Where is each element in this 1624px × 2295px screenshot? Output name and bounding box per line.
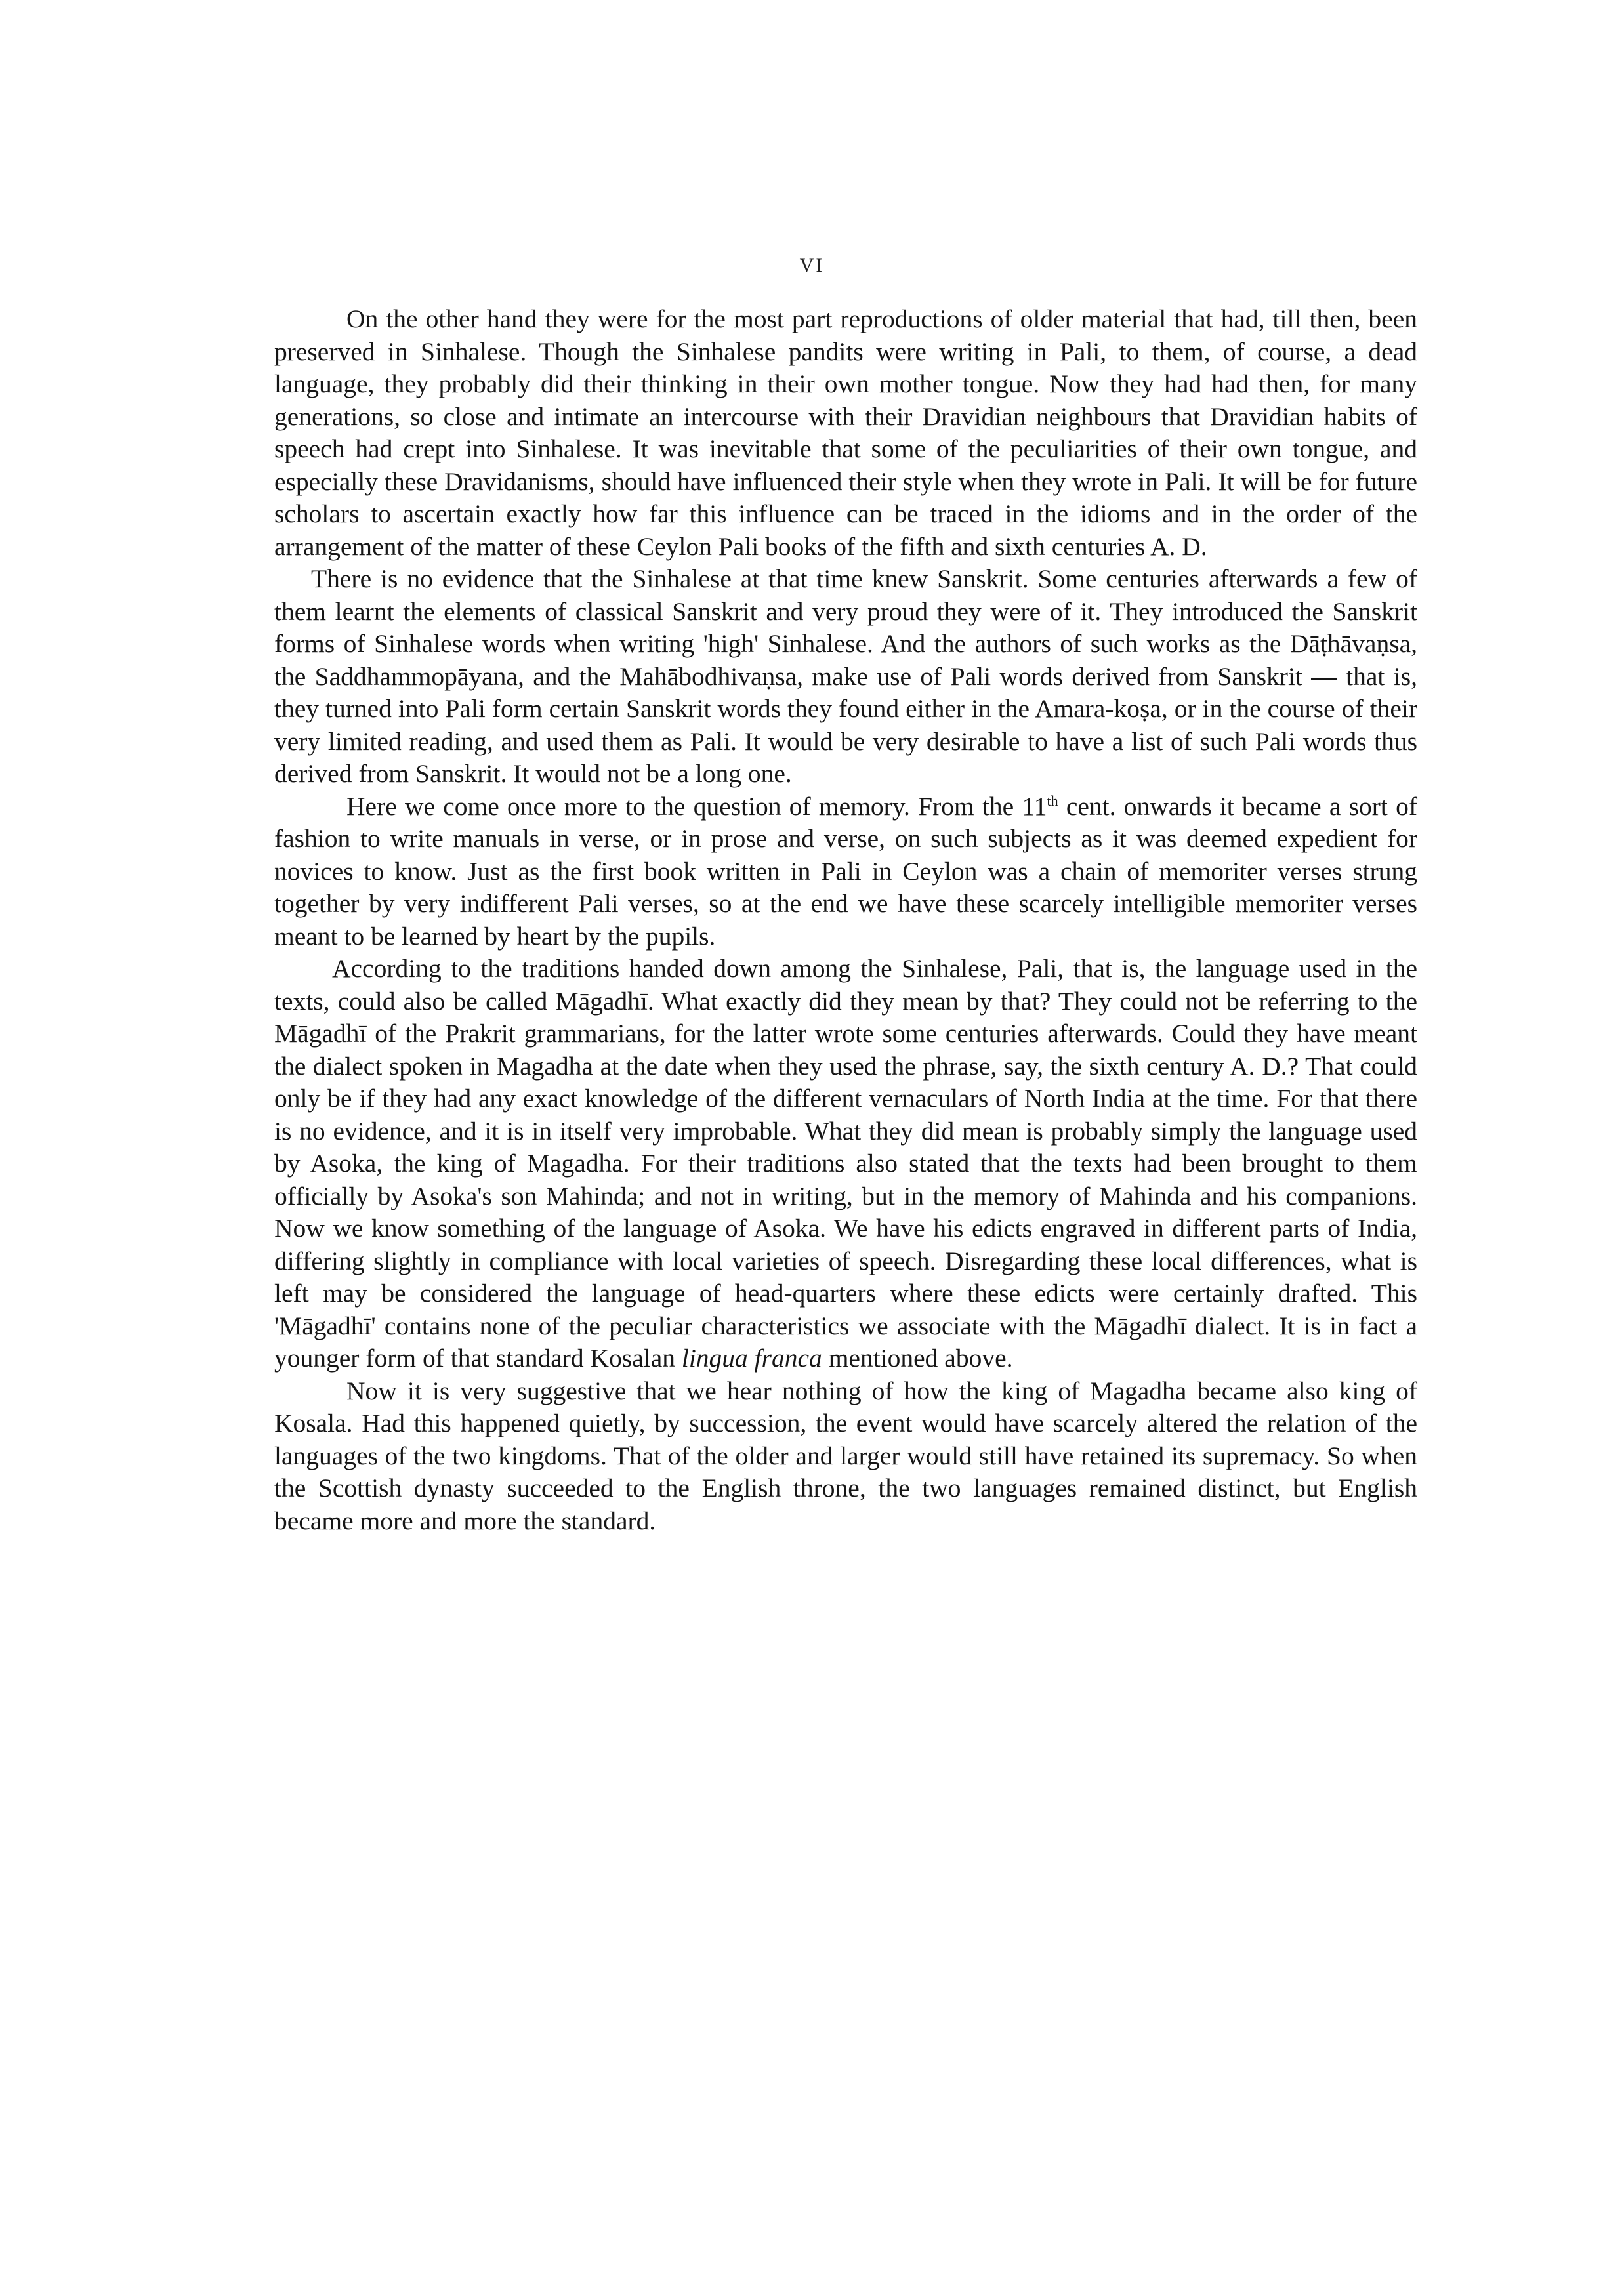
paragraph-sanskrit-knowledge: There is no evidence that the Sinhalese at that time knew Sanskrit. Some centuries afterwards a few of them learnt the elements of classical Sanskrit and very proud they were of it. They introduced the Sanskrit forms of Sinhalese words when writing 'high' Sinhalese. And the authors of such works as the Dāṭhāvaṇsa, the Saddhammopāyana, and the Mahābodhivaṇsa, make use of Pali words derived from Sanskrit — that is, they turned into Pali form certain Sanskrit words they found either in the Amara-koṣa, or in the course of their very limited reading, and used them as Pali. It would be very desirable to have a list of such Pali words thus derived from Sanskrit. It would not be a long one.: [274, 564, 1417, 788]
paragraph-magadhi-ending: mentioned above.: [822, 1344, 1013, 1373]
lingua-franca-term: lingua franca: [681, 1344, 822, 1373]
page-number: VI: [799, 255, 825, 276]
paragraph-magadhi-text: According to the traditions handed down among the Sinhalese, Pali, that is, the language used in the texts, could also be called Māgadhī. What exactly did they mean by that? They could not be referring to the Māgadhī of the Prakrit grammarians, for the latter wrote some centuries afterwards. Could they have meant the dialect spoken in Magadha at the date when they used the phrase, say, the sixth century A. D.? That could only be if they had any exact knowledge of the different vernaculars of North India at the time. For that there is no evidence, and it is in itself very improbable. What they did mean is probably simply the language used by Asoka, the king of Magadha. For their traditions also stated that the texts had been brought to them officially by Asoka's son Mahinda; and not in writing, but in the memory of Mahinda and his companions. Now we know something of the language of Asoka. We have his edicts engraved in different parts of India, differing slightly in compliance with local varieties of speech. Disregarding these local differences, what is left may be considered the language of head-quarters where these edicts were certainly drafted. This 'Māgadhī' contains none of the peculiar characteristics we associate with the Māgadhī dialect. It is in fact a younger form of that standard Kosalan: [274, 954, 1417, 1373]
paragraph-dravidian-influence: On the other hand they were for the most part reproductions of older material that had, till then, been preserved in Sinhalese. Though the Sinhalese pandits were writing in Pali, to them, of course, a dead language, they probably did their thinking in their own mother tongue. Now they had had then, for many generations, so close and intimate an intercourse with their Dravidian neighbours that Dravidian habits of speech had crept into Sinhalese. It was inevitable that some of the peculiarities of their own tongue, and especially these Dravidanisms, should have influenced their style when they wrote in Pali. It will be for future scholars to ascertain exactly how far this influence can be traced in the idioms and in the order of the arrangement of the matter of these Ceylon Pali books of the fifth and sixth centuries A. D.: [274, 304, 1417, 561]
body-text: [274, 303, 1417, 1537]
paragraph-magadha-kosala: Now it is very suggestive that we hear nothing of how the king of Magadha became also king of Kosala. Had this happened quietly, by succession, the event would have scarcely altered the relation of the languages of the two kingdoms. That of the older and larger would still have retained its supremacy. So when the Scottish dynasty succeeded to the English throne, the two languages remained distinct, but English became more and more the standard.: [274, 1376, 1417, 1535]
paragraph-memory-text-start: Here we come once more to the question of memory. From the 11: [346, 791, 1047, 821]
ordinal-superscript: th: [1047, 792, 1058, 809]
paragraph-memory-text-end: cent. onwards it became a sort of fashion to write manuals in verse, or in prose and verse, on such subjects as it was deemed expedient for novices to know. Just as the first book written in Pali in Ceylon was a chain of memoriter verses strung together by very indifferent Pali verses, so at the end we have these scarcely intelligible memoriter verses meant to be learned by heart by the pupils.: [274, 791, 1418, 951]
paragraph-memory-question: [274, 791, 1417, 953]
paragraph-magadhi-tradition: [274, 953, 1417, 1375]
